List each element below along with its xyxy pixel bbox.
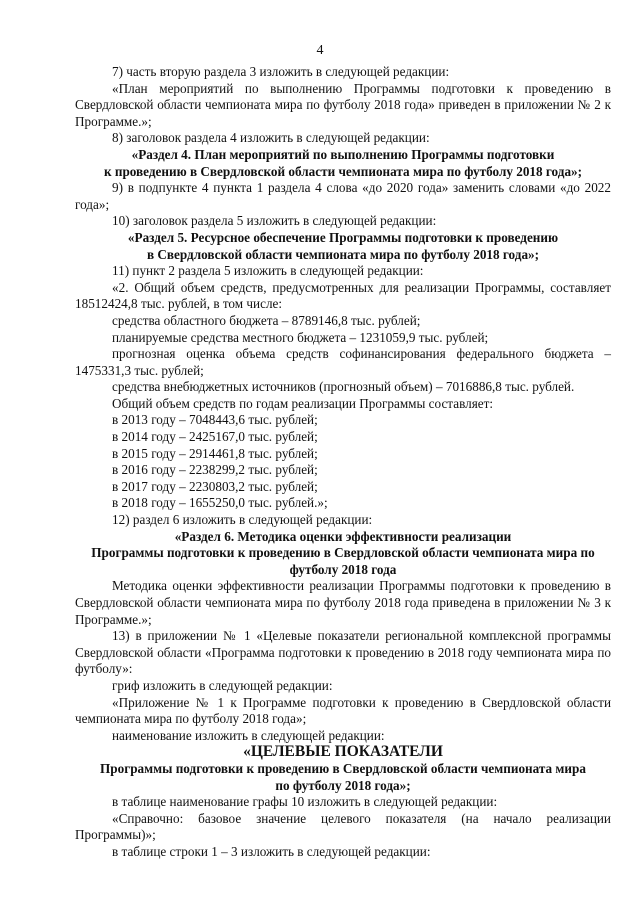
section-4-heading-line-1: «Раздел 4. План мероприятий по выполнению Программы подготовки bbox=[131, 146, 555, 162]
paragraph-appendix: «Приложение № 1 к Программе подготовки к проведению в Свердловской области чемпионата мира по футболу 2018 года»; bbox=[75, 694, 611, 727]
paragraph-extrabudget: средства внебюджетных источников (прогнозный объем) – 7016886,8 тыс. рублей. bbox=[112, 379, 575, 395]
paragraph-7: 7) часть вторую раздела 3 изложить в следующей редакции: bbox=[112, 64, 450, 79]
paragraph-rows: в таблице строки 1 – 3 изложить в следующей редакции: bbox=[112, 843, 431, 859]
year-item: в 2014 году – 2425167,0 тыс. рублей; bbox=[112, 429, 318, 445]
year-item: в 2016 году – 2238299,2 тыс. рублей; bbox=[112, 462, 318, 478]
paragraph-stamp: гриф изложить в следующей редакции: bbox=[112, 677, 333, 693]
paragraph-11: 11) пункт 2 раздела 5 изложить в следующей редакции: bbox=[112, 263, 424, 279]
targets-heading-line-3: по футболу 2018 года»; bbox=[275, 777, 411, 793]
paragraph-10: 10) заголовок раздела 5 изложить в следующей редакции: bbox=[112, 213, 437, 229]
year-item: в 2018 году – 1655250,0 тыс. рублей.»; bbox=[112, 495, 328, 511]
paragraph-regional-budget: средства областного бюджета – 8789146,8 тыс. рублей; bbox=[112, 312, 421, 328]
paragraph-by-years: Общий объем средств по годам реализации Программы составляет: bbox=[112, 395, 494, 411]
paragraph-9: 9) в подпункте 4 пункта 1 раздела 4 слова «до 2020 года» заменить словами «до 2022 года»; bbox=[75, 180, 611, 212]
paragraph-name: наименование изложить в следующей редакции: bbox=[112, 727, 385, 743]
page-number: 4 bbox=[316, 43, 324, 58]
section-6-heading-line-1: «Раздел 6. Методика оценки эффективности реализации bbox=[174, 528, 512, 544]
section-6-heading-line-2: Программы подготовки к проведению в Свердловской области чемпионата мира по футболу 2018 года bbox=[91, 545, 595, 577]
paragraph-federal-budget: прогнозная оценка объема средств софинансирования федерального бюджета – 1475331,3 тыс. рублей; bbox=[75, 346, 611, 378]
paragraph-reference: «Справочно: базовое значение целевого показателя (на начало реализации Программы)»; bbox=[75, 810, 611, 843]
section-5-heading-line-1: «Раздел 5. Ресурсное обеспечение Программы подготовки к проведению bbox=[127, 229, 559, 245]
year-item: в 2017 году – 2230803,2 тыс. рублей; bbox=[112, 478, 318, 494]
paragraph-total-funds: «2. Общий объем средств, предусмотренных для реализации Программы, составляет 18512424,8 тыс. рублей, в том числе: bbox=[75, 279, 611, 312]
paragraph-8: 8) заголовок раздела 4 изложить в следующей редакции: bbox=[112, 130, 430, 146]
targets-heading-line-1: «ЦЕЛЕВЫЕ ПОКАЗАТЕЛИ bbox=[243, 743, 443, 761]
document-body bbox=[75, 64, 611, 861]
paragraph-column-10: в таблице наименование графы 10 изложить в следующей редакции: bbox=[112, 794, 498, 810]
section-4-heading-line-2: к проведению в Свердловской области чемпионата мира по футболу 2018 года»; bbox=[103, 163, 583, 179]
paragraph-methodology: Методика оценки эффективности реализации Программы подготовки к проведению в Свердловской области чемпионата мира по футболу 2018 года приведена в приложении № 3 к Программе.»; bbox=[75, 578, 611, 627]
year-item: в 2013 году – 7048443,6 тыс. рублей; bbox=[112, 412, 318, 428]
year-item: в 2015 году – 2914461,8 тыс. рублей; bbox=[112, 445, 318, 461]
paragraph-12: 12) раздел 6 изложить в следующей редакции: bbox=[112, 512, 373, 528]
paragraph-13: 13) в приложении № 1 «Целевые показатели региональной комплексной программы Свердловской области «Программа подготовки к проведению в 2018 году чемпионата мира по футболу»: bbox=[75, 628, 611, 677]
paragraph-local-budget: планируемые средства местного бюджета – 1231059,9 тыс. рублей; bbox=[112, 329, 489, 345]
paragraph-plan: «План мероприятий по выполнению Программы подготовки к проведению в Свердловской области чемпионата мира по футболу 2018 года» приведен в приложении № 2 к Программе.»; bbox=[75, 80, 611, 129]
section-5-heading-line-2: в Свердловской области чемпионата мира по футболу 2018 года»; bbox=[146, 246, 540, 262]
targets-heading-line-2: Программы подготовки к проведению в Свердловской области чемпионата мира bbox=[100, 760, 586, 776]
